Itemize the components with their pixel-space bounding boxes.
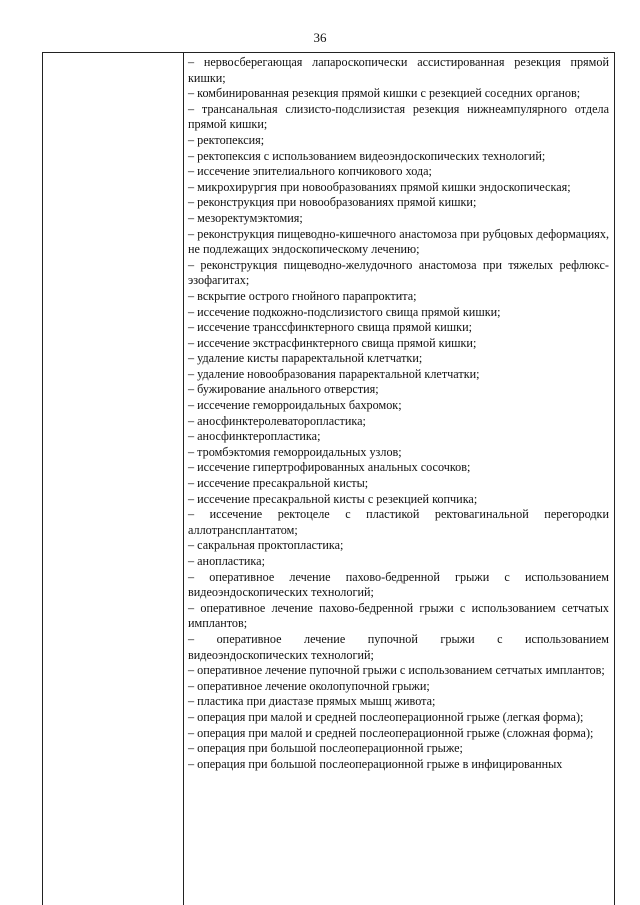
list-item: – оперативное лечение пахово-бедренной грыжи с использованием сетчатых имплантов; <box>188 600 609 631</box>
list-item: – трансанальная слизисто-подслизистая резекция нижнеампулярного отдела прямой кишки; <box>188 101 609 132</box>
list-item: – оперативное лечение пупочной грыжи с использованием видеоэндоскопических технологий; <box>188 631 609 662</box>
list-item: – удаление новообразования параректальной клетчатки; <box>188 366 480 381</box>
list-item: – иссечение ректоцеле с пластикой ректовагинальной перегородки аллотрансплантатом; <box>188 507 609 537</box>
list-item: – реконструкция при новообразованиях прямой кишки; <box>188 195 477 210</box>
list-item: – аносфинктеропластика; <box>188 429 321 444</box>
list-item: – оперативное лечение околопупочной грыжи; <box>188 678 430 693</box>
list-item: – пластика при диастазе прямых мышц живота; <box>188 694 436 709</box>
list-item: – иссечение транссфинктерного свища прямой кишки; <box>188 320 473 335</box>
list-item: – сакральная проктопластика; <box>188 538 344 553</box>
table-left-column <box>43 53 184 905</box>
list-item: – ректопексия с использованием видеоэндоскопических технологий; <box>188 148 546 163</box>
list-item: – иссечение эпителиального копчикового хода; <box>188 164 432 179</box>
list-item: – нервосберегающая лапароскопически ассистированная резекция прямой кишки; <box>188 55 609 85</box>
list-item: – операция при большой послеоперационной грыже; <box>188 741 463 756</box>
list-item: – удаление кисты параректальной клетчатки; <box>188 351 423 366</box>
list-item: – реконструкция пищеводно-желудочного анастомоза при тяжелых рефлюкс-эзофагитах; <box>188 257 609 288</box>
list-item: – микрохирургия при новообразованиях прямой кишки эндоскопическая; <box>188 179 571 194</box>
list-item: – иссечение геморроидальных бахромок; <box>188 398 402 413</box>
list-item: – аносфинктеролеваторопластика; <box>188 413 366 428</box>
list-item: – оперативное лечение пупочной грыжи с использованием сетчатых имплантов; <box>188 663 605 678</box>
list-item: – мезоректумэктомия; <box>188 210 303 225</box>
list-item: – операция при малой и средней послеоперационной грыже (легкая форма); <box>188 709 584 724</box>
procedures-table <box>42 52 615 905</box>
list-item: – иссечение экстрасфинктерного свища прямой кишки; <box>188 335 477 350</box>
list-item: – иссечение пресакральной кисты с резекцией копчика; <box>188 491 478 506</box>
list-item: – анопластика; <box>188 554 265 568</box>
list-item: – вскрытие острого гнойного парапроктита; <box>188 288 417 303</box>
list-item: – ректопексия; <box>188 132 265 147</box>
list-item: – операция при большой послеоперационной грыже в инфицированных <box>188 756 563 771</box>
list-item: – иссечение подкожно-подслизистого свища прямой кишки; <box>188 304 501 319</box>
list-item: – оперативное лечение пахово-бедренной грыжи с использованием видеоэндоскопических технологий; <box>188 569 609 600</box>
list-item: – иссечение пресакральной кисты; <box>188 476 369 491</box>
list-item: – тромбэктомия геморроидальных узлов; <box>188 444 402 459</box>
list-item: – комбинированная резекция прямой кишки с резекцией соседних органов; <box>188 86 581 101</box>
list-item: – реконструкция пищеводно-кишечного анастомоза при рубцовых деформациях, не подлежащих эндоскопическому лечению; <box>188 226 609 257</box>
procedures-list <box>188 55 609 772</box>
page-number: 36 <box>313 30 327 45</box>
list-item: – операция при малой и средней послеоперационной грыже (сложная форма); <box>188 725 594 740</box>
list-item: – бужирование анального отверстия; <box>188 382 379 397</box>
list-item: – иссечение гипертрофированных анальных сосочков; <box>188 460 471 475</box>
